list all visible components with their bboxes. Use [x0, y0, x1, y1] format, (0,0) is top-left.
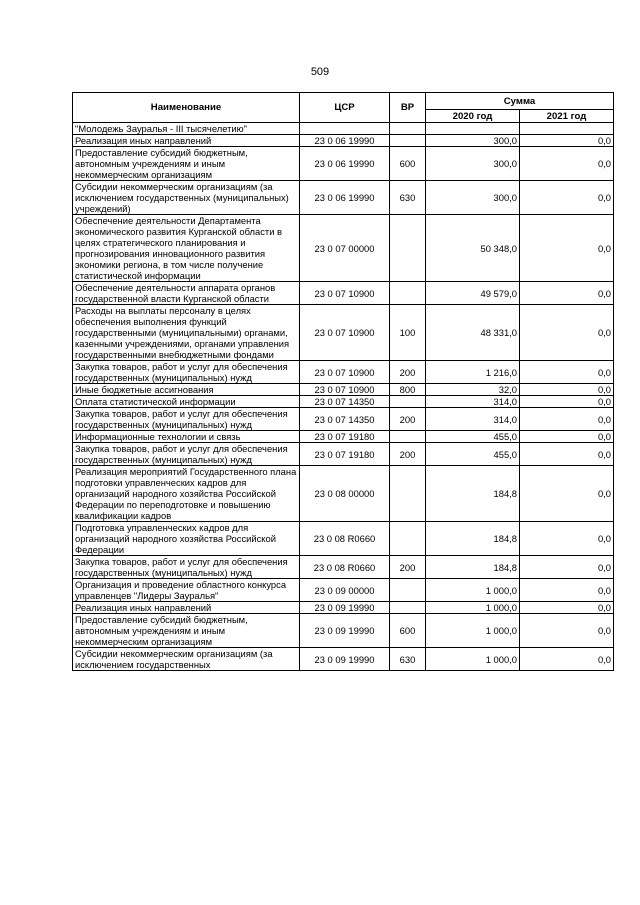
budget-table: [72, 92, 614, 671]
cell-vr: [390, 282, 426, 305]
cell-2020: 300,0: [426, 181, 520, 215]
cell-2021: 0,0: [520, 431, 614, 443]
cell-2020: 32,0: [426, 384, 520, 396]
header-year-2020: 2020 год: [426, 110, 520, 123]
cell-csr: 23 0 07 10900: [300, 361, 390, 384]
cell-csr: 23 0 06 19990: [300, 147, 390, 181]
cell-name: Обеспечение деятельности аппарата органов государственной власти Курганской области: [73, 282, 300, 305]
cell-csr: 23 0 07 14350: [300, 408, 390, 431]
cell-name: Закупка товаров, работ и услуг для обеспечения государственных (муниципальных) нужд: [73, 443, 300, 466]
cell-2021: 0,0: [520, 602, 614, 614]
cell-2021: 0,0: [520, 305, 614, 361]
cell-2020: 455,0: [426, 443, 520, 466]
table-header-row: [73, 93, 614, 110]
table-row: [73, 602, 614, 614]
cell-2021: 0,0: [520, 147, 614, 181]
cell-name: Реализация иных направлений: [73, 135, 300, 147]
cell-csr: 23 0 07 00000: [300, 215, 390, 282]
cell-2021: 0,0: [520, 135, 614, 147]
cell-name: Реализация мероприятий Государственного плана подготовки управленческих кадров для организаций народного хозяйства Российской Федерации по переподготовке и повышению квалификации кадров: [73, 466, 300, 522]
cell-name: Оплата статистической информации: [73, 396, 300, 408]
cell-vr: 200: [390, 556, 426, 579]
cell-2021: 0,0: [520, 181, 614, 215]
table-row: [73, 181, 614, 215]
cell-name: Закупка товаров, работ и услуг для обеспечения государственных (муниципальных) нужд: [73, 556, 300, 579]
cell-2020: 1 000,0: [426, 579, 520, 602]
cell-csr: 23 0 08 R0660: [300, 556, 390, 579]
cell-2020: 1 000,0: [426, 602, 520, 614]
cell-csr: [300, 123, 390, 135]
cell-name: Закупка товаров, работ и услуг для обеспечения государственных (муниципальных) нужд: [73, 408, 300, 431]
header-vr: ВР: [390, 93, 426, 123]
cell-2020: 50 348,0: [426, 215, 520, 282]
cell-2020: 1 000,0: [426, 648, 520, 671]
header-sum: Сумма: [426, 93, 614, 110]
table-row: [73, 147, 614, 181]
table-body: [73, 123, 614, 671]
cell-name: Предоставление субсидий бюджетным, автономным учреждениям и иным некоммерческим организациям: [73, 614, 300, 648]
table-row: [73, 123, 614, 135]
cell-vr: 600: [390, 147, 426, 181]
cell-2020: 314,0: [426, 396, 520, 408]
table-row: [73, 556, 614, 579]
cell-vr: 100: [390, 305, 426, 361]
table-row: [73, 466, 614, 522]
cell-vr: 200: [390, 408, 426, 431]
cell-vr: 630: [390, 181, 426, 215]
cell-name: Информационные технологии и связь: [73, 431, 300, 443]
cell-name: Расходы на выплаты персоналу в целях обеспечения выполнения функций государственными (муниципальными) органами, казенными учреждениями, органами управления государственными внебюджетными фондами: [73, 305, 300, 361]
cell-2021: 0,0: [520, 579, 614, 602]
table-row: [73, 579, 614, 602]
cell-2020: 184,8: [426, 556, 520, 579]
cell-2021: 0,0: [520, 443, 614, 466]
cell-csr: 23 0 09 19990: [300, 614, 390, 648]
table-row: [73, 408, 614, 431]
cell-2020: 314,0: [426, 408, 520, 431]
cell-vr: [390, 431, 426, 443]
table-row: [73, 361, 614, 384]
cell-name: Субсидии некоммерческим организациям (за исключением государственных (муниципальных) учреждений): [73, 181, 300, 215]
table-row: [73, 305, 614, 361]
cell-2020: 300,0: [426, 135, 520, 147]
cell-vr: [390, 466, 426, 522]
cell-2021: 0,0: [520, 408, 614, 431]
cell-2020: 1 216,0: [426, 361, 520, 384]
cell-csr: 23 0 07 19180: [300, 443, 390, 466]
cell-vr: [390, 215, 426, 282]
cell-vr: [390, 522, 426, 556]
cell-2020: 1 000,0: [426, 614, 520, 648]
cell-vr: [390, 135, 426, 147]
cell-name: Предоставление субсидий бюджетным, автономным учреждениям и иным некоммерческим организациям: [73, 147, 300, 181]
table-row: [73, 648, 614, 671]
cell-name: Субсидии некоммерческим организациям (за исключением государственных: [73, 648, 300, 671]
cell-csr: 23 0 07 10900: [300, 282, 390, 305]
cell-csr: 23 0 07 14350: [300, 396, 390, 408]
cell-csr: 23 0 06 19990: [300, 181, 390, 215]
cell-2021: [520, 123, 614, 135]
cell-vr: 800: [390, 384, 426, 396]
cell-2021: 0,0: [520, 522, 614, 556]
cell-csr: 23 0 09 19990: [300, 648, 390, 671]
cell-vr: [390, 396, 426, 408]
cell-vr: 200: [390, 443, 426, 466]
cell-name: Закупка товаров, работ и услуг для обеспечения государственных (муниципальных) нужд: [73, 361, 300, 384]
cell-csr: 23 0 09 19990: [300, 602, 390, 614]
table-row: [73, 282, 614, 305]
cell-vr: 630: [390, 648, 426, 671]
page-number: 509: [310, 66, 330, 78]
cell-name: "Молодежь Зауралья - III тысячелетию": [73, 123, 300, 135]
table-row: [73, 522, 614, 556]
cell-2020: 48 331,0: [426, 305, 520, 361]
cell-vr: [390, 123, 426, 135]
cell-2021: 0,0: [520, 396, 614, 408]
cell-2020: 455,0: [426, 431, 520, 443]
cell-csr: 23 0 09 00000: [300, 579, 390, 602]
cell-name: Подготовка управленческих кадров для организаций народного хозяйства Российской Федерации: [73, 522, 300, 556]
cell-2020: 184,8: [426, 466, 520, 522]
cell-2021: 0,0: [520, 614, 614, 648]
cell-csr: 23 0 08 R0660: [300, 522, 390, 556]
cell-2021: 0,0: [520, 361, 614, 384]
cell-2021: 0,0: [520, 648, 614, 671]
cell-name: Организация и проведение областного конкурса управленцев "Лидеры Зауралья": [73, 579, 300, 602]
header-year-2021: 2021 год: [520, 110, 614, 123]
cell-2021: 0,0: [520, 282, 614, 305]
cell-2020: [426, 123, 520, 135]
cell-csr: 23 0 08 00000: [300, 466, 390, 522]
table-row: [73, 135, 614, 147]
cell-vr: [390, 579, 426, 602]
cell-vr: 600: [390, 614, 426, 648]
cell-csr: 23 0 07 10900: [300, 305, 390, 361]
cell-2020: 300,0: [426, 147, 520, 181]
table-row: [73, 614, 614, 648]
cell-name: Иные бюджетные ассигнования: [73, 384, 300, 396]
cell-2021: 0,0: [520, 215, 614, 282]
cell-vr: [390, 602, 426, 614]
header-csr: ЦСР: [300, 93, 390, 123]
table-row: [73, 431, 614, 443]
cell-2021: 0,0: [520, 556, 614, 579]
cell-2021: 0,0: [520, 384, 614, 396]
cell-2020: 49 579,0: [426, 282, 520, 305]
cell-name: Реализация иных направлений: [73, 602, 300, 614]
table-row: [73, 384, 614, 396]
table-row: [73, 443, 614, 466]
table-row: [73, 215, 614, 282]
cell-csr: 23 0 06 19990: [300, 135, 390, 147]
cell-name: Обеспечение деятельности Департамента экономического развития Курганской области в целях стратегического планирования и прогнозирования инновационного развития экономики региона, в том числе получение статистической информации: [73, 215, 300, 282]
cell-csr: 23 0 07 10900: [300, 384, 390, 396]
header-name: Наименование: [73, 93, 300, 123]
table-row: [73, 396, 614, 408]
cell-csr: 23 0 07 19180: [300, 431, 390, 443]
cell-2021: 0,0: [520, 466, 614, 522]
cell-2020: 184,8: [426, 522, 520, 556]
cell-vr: 200: [390, 361, 426, 384]
